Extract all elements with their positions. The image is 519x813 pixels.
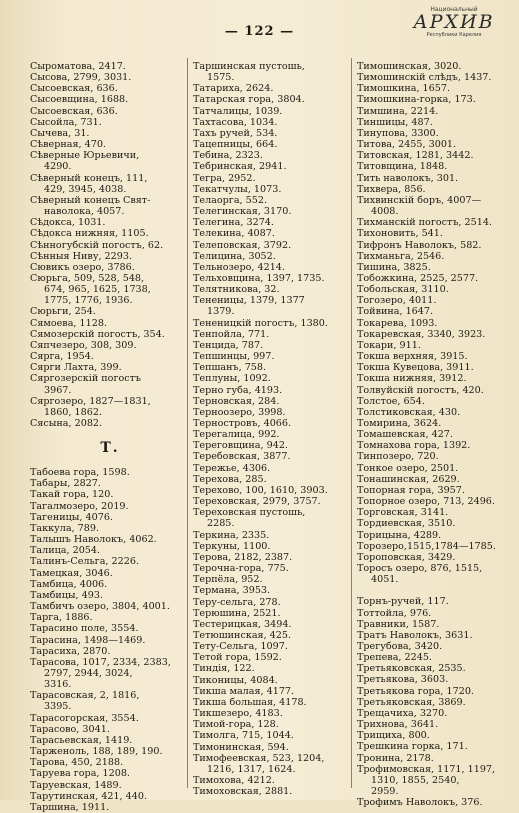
index-entry: Телеповская, 3792. (193, 239, 292, 251)
index-entry: Тимой-гора, 128. (193, 719, 279, 731)
index-entry: Топорное озеро, 713, 2496. (357, 496, 495, 508)
index-entry-continuation: 1575. (207, 72, 235, 84)
index-entry: Тонашинская, 2629. (357, 473, 460, 485)
index-entry: Тинупова, 3300. (357, 127, 439, 139)
index-entry: Сысоевщина, 1688. (30, 94, 129, 106)
index-entry: Татарская гора, 3804. (193, 94, 305, 106)
index-entry: Трещачиха, 3270. (357, 707, 448, 719)
index-entry: Трешкина горка, 171. (357, 741, 468, 753)
index-entry: Теркуны, 1100. (193, 540, 271, 552)
index-entry: Тарасиха, 2870. (30, 645, 111, 657)
index-entry: Талинъ-Сельга, 2226. (30, 556, 139, 568)
index-entry: Табоева гора, 1598. (30, 467, 130, 479)
index-entry-continuation: 2285. (207, 518, 235, 530)
index-entry: Тамецкая, 3046. (30, 567, 113, 579)
index-entry: Тагеницы, 4076. (30, 511, 113, 523)
index-entry: Трегубова, 3420. (357, 640, 443, 652)
index-entry: Третьяковская, 2535. (357, 663, 466, 675)
index-entry: Титова, 2455, 3001. (357, 139, 457, 151)
index-entry: Тарасово, 3041. (30, 723, 110, 735)
index-entry: Тепшинцы, 997. (193, 351, 275, 363)
index-entry: Тенцида, 787. (193, 339, 264, 351)
index-entry: Тикшезеро, 4183. (193, 708, 283, 720)
page-number: — 122 — (224, 24, 295, 39)
index-entry: Тимолга, 715, 1044. (193, 730, 294, 742)
index-entry: Терехова, 285. (193, 473, 267, 485)
index-entry: Сяргозерскій погостъ (30, 373, 142, 385)
index-entry: Таршина, 1911. (30, 801, 110, 813)
index-entry: Тиндія, 122. (193, 663, 255, 675)
index-entry: Терегалица, 992. (193, 429, 280, 441)
index-entry: Таруева гора, 1208. (30, 768, 130, 780)
index-entry: Третьяковская, 3869. (357, 696, 466, 708)
index-entry: Тахъ ручей, 534. (193, 127, 278, 139)
index-entry: Сярги Лахта, 399. (30, 362, 122, 374)
index-entry: Тимошинскій слѣдъ, 1437. (357, 72, 492, 84)
index-entry: Сюрьги, 254. (30, 306, 96, 318)
index-entry: Телицина, 3052. (193, 250, 276, 262)
index-entry: Торозеро,1515,1784—1785. (357, 540, 496, 552)
index-entry: Тарасовская, 2, 1816, (30, 690, 140, 702)
index-entry: Томнахова гора, 1392. (357, 440, 471, 452)
spacer (357, 585, 517, 596)
index-entry: Сысойла, 731. (30, 116, 102, 128)
index-entry: Сысова, 2799, 3031. (30, 72, 132, 84)
index-entry-continuation: 1216, 1317, 1624. (207, 763, 296, 775)
index-entry: Сѣверные Юрьевичи, (30, 150, 140, 162)
letter-heading: Т. (100, 440, 120, 457)
index-entry: Тарженоль, 188, 189, 190. (30, 746, 163, 758)
index-entry: Торицына, 4289. (357, 529, 442, 541)
archive-logo (395, 4, 513, 48)
index-entry: Тененицы, 1379, 1377 (193, 295, 305, 307)
index-entry: Терно губа, 4193. (193, 384, 283, 396)
index-entry-continuation: 2797, 2944, 3024, (44, 667, 133, 679)
index-entry: Тратъ Наволокъ, 3631. (357, 629, 473, 641)
index-entry: Тебринская, 2941. (193, 161, 287, 173)
index-entry: Торнъ-ручей, 117. (357, 596, 449, 608)
index-entry: Тихоновить, 541. (357, 228, 443, 240)
index-entry: Терехово, 100, 1610, 3903. (193, 484, 328, 496)
index-entry: Тереховская, 2979, 3757. (193, 496, 321, 508)
index-entry: Токша верхняя, 3915. (357, 351, 468, 363)
index-entry: Текатчулы, 1073. (193, 183, 282, 195)
index-entry: Тоттойла, 976. (357, 607, 432, 619)
index-entry: Теру-сельга, 278. (193, 596, 281, 608)
index-entry: Тереговщина, 942. (193, 440, 288, 452)
index-entry: Телятникова, 32. (193, 284, 280, 296)
index-entry: Татариха, 2624. (193, 83, 274, 95)
index-entry: Тамбица, 4006. (30, 578, 108, 590)
index-entry: Терпёла, 952. (193, 574, 263, 586)
index-entry: Трепева, 2245. (357, 652, 432, 664)
index-entry: Тинпозеро, 720. (357, 451, 439, 463)
logo-line-2: АРХИВ (413, 11, 495, 33)
index-entry: Томирина, 3624. (357, 418, 442, 429)
index-entry: Тагалмозеро, 2019. (30, 500, 129, 512)
index-entry: Телаорга, 552. (193, 194, 268, 206)
index-entry: Тережье, 4306. (193, 462, 271, 474)
index-entry-continuation: 4290. (44, 161, 72, 173)
index-entry: Тить наволокъ, 301. (357, 172, 459, 184)
index-entry: Таккула, 789. (30, 522, 100, 534)
index-entry: Тарасина, 1498—1469. (30, 634, 146, 646)
index-entry: Тимошинская, 3020. (357, 61, 462, 72)
index-entry: Тордиевская, 3510. (357, 518, 456, 530)
index-entry: Тонкое озеро, 2501. (357, 462, 459, 474)
index-entry-continuation: наволока, 4057. (44, 206, 125, 218)
index-entry: Тимофеевская, 523, 1204, (193, 752, 325, 764)
index-entry-continuation: 674, 965, 1625, 1738, (44, 284, 151, 296)
spacer (30, 429, 190, 440)
index-entry: Телекина, 4087. (193, 228, 275, 240)
index-entry: Сяпчезеро, 308, 309. (30, 339, 137, 351)
index-entry: Тимоховская, 2881. (193, 786, 293, 798)
index-entry: Токша нижняя, 3912. (357, 373, 467, 385)
index-entry: Сясына, 2082. (30, 418, 103, 429)
index-entry: Тамбичъ озеро, 3804, 4001. (30, 601, 170, 613)
index-entry: Третьякова, 3603. (357, 674, 449, 686)
index-entry-continuation: 1310, 1855, 2540, (371, 774, 460, 786)
index-entry: Теребовская, 3877. (193, 451, 291, 463)
index-entry: Тифронъ Наволокъ, 582. (357, 239, 482, 251)
index-entry: Тененицкій погостъ, 1380. (193, 317, 328, 329)
index-entry: Сысоевская, 636. (30, 105, 118, 117)
index-entry: Тарутинская, 421, 440. (30, 790, 148, 802)
index-entry: Терностровъ, 4066. (193, 418, 292, 429)
index-entry: Такай гора, 120. (30, 489, 114, 501)
index-entry: Тихманскій погостъ, 2514. (357, 217, 492, 229)
index-entry: Терноозеро, 3998. (193, 406, 286, 418)
index-entry: Тарасогорская, 3554. (30, 712, 139, 724)
index-entry: Сѣверный конецъ, 111, (30, 172, 148, 184)
index-entry: Тенпойла, 771. (193, 328, 270, 340)
index-entry: Тетой гора, 1592. (193, 652, 282, 664)
index-entry: Титовщина, 1848. (357, 161, 448, 173)
index-entry: Тихвера, 856. (357, 183, 426, 195)
index-entry: Тимохова, 4212. (193, 775, 275, 786)
index-entry: Тимошкина, 1657. (357, 83, 451, 95)
index-entry: Телегинская, 3170. (193, 206, 292, 218)
index-entry: Токша Кувецова, 3911. (357, 362, 474, 374)
index-entry: Сѣдокса, 1031. (30, 217, 106, 229)
index-entry: Тепшанъ, 758. (193, 362, 267, 374)
index-entry-continuation: 1379. (207, 306, 235, 318)
index-entry: Тереховская пустошь, (193, 507, 306, 519)
index-entry: Сяргозеро, 1827—1831, (30, 395, 151, 407)
index-entry: Токаревская, 3340, 3923. (357, 328, 486, 340)
index-entry: Сювикъ озеро, 3786. (30, 261, 135, 273)
index-entry: Сямоева, 1128. (30, 317, 107, 329)
index-entry: Толстиковская, 430. (357, 406, 461, 418)
index-entry: Тогозеро, 4011. (357, 295, 437, 307)
index-entry: Томашевская, 427. (357, 429, 453, 441)
index-entry: Татчалицы, 1039. (193, 105, 283, 117)
index-entry: Терова, 2182, 2387. (193, 551, 293, 563)
index-entry: Тегра, 2952. (193, 172, 256, 184)
index-entry: Сямозерскій погостъ, 354. (30, 328, 165, 340)
index-entry: Трофимовская, 1171, 1197, (357, 763, 496, 775)
index-entry: Тельнозеро, 4214. (193, 261, 285, 273)
index-entry: Трихнова, 3641. (357, 719, 439, 731)
index-entry: Тойвина, 1647. (357, 306, 434, 318)
index-entry: Тимшина, 2214. (357, 105, 439, 117)
index-entry: Таршинская пустошь, (193, 61, 305, 72)
index-entry: Тету-Сельга, 1097. (193, 641, 288, 653)
index-entry: Тимошкина-горка, 173. (357, 94, 476, 106)
index-entry-continuation: 2959. (371, 786, 399, 797)
index-entry: Сѣнногубскій погостъ, 62. (30, 239, 164, 251)
index-entry: Тамбицы, 493. (30, 589, 104, 601)
index-entry: Теркина, 2335. (193, 529, 270, 541)
index-entry: Тацепницы, 664. (193, 139, 278, 151)
index-entry: Тестерицкая, 3494. (193, 618, 292, 630)
index-entry: Сярга, 1954. (30, 351, 94, 363)
index-entry: Тетюшинская, 425. (193, 629, 292, 641)
index-entry: Тарова, 450, 2188. (30, 757, 124, 769)
index-entry-continuation: 3316. (44, 679, 72, 691)
index-entry: Токари, 911. (357, 339, 421, 351)
index-entry: Терочна-гора, 775. (193, 563, 289, 575)
index-entry: Тарасьевская, 1419. (30, 734, 133, 746)
index-entry: Тронина, 2178. (357, 752, 434, 764)
index-entry: Толстое, 654. (357, 395, 425, 407)
index-entry: Тиконицы, 4084. (193, 674, 278, 686)
index-entry: Толвуйскій погостъ, 420. (357, 384, 484, 396)
index-entry: Титовская, 1281, 3442. (357, 150, 474, 162)
logo-line-1: Национальный (430, 6, 478, 13)
index-entry: Тахтасова, 1034. (193, 116, 278, 128)
index-entry: Тарасино поле, 3554. (30, 623, 139, 635)
logo-line-3: Республики Карелия (426, 32, 482, 38)
index-entry: Третьякова гора, 1720. (357, 685, 474, 697)
index-entry-continuation: 1775, 1776, 1936. (44, 295, 133, 307)
index-entry: Сыроматова, 2417. (30, 61, 126, 72)
index-entry: Табары, 2827. (30, 478, 101, 490)
index-entry-continuation: 3967. (44, 384, 72, 396)
index-entry: Сюрьга, 509, 528, 548, (30, 272, 145, 284)
index-entry-continuation: 1860, 1862. (44, 406, 102, 418)
index-entry: Тикша большая, 4178. (193, 696, 307, 708)
index-entry: Теплуны, 1092. (193, 373, 271, 385)
index-column-3 (357, 61, 517, 808)
index-entry: Сѣнныя Ниву, 2293. (30, 250, 133, 262)
index-entry: Тимонинская, 594. (193, 741, 289, 753)
index-entry: Сѣверная, 470. (30, 139, 106, 151)
index-entry-continuation: 4051. (371, 574, 399, 586)
index-entry: Терновская, 284. (193, 395, 280, 407)
index-entry: Тихвинскій боръ, 4007— (357, 194, 482, 206)
index-entry: Сысоевская, 636. (30, 83, 118, 95)
index-entry: Талица, 2054. (30, 545, 101, 557)
index-entry-continuation: 429, 3945, 4038. (44, 183, 127, 195)
index-entry: Сѣдокса нижняя, 1105. (30, 228, 149, 240)
index-entry: Тишина, 3825. (357, 261, 431, 273)
index-entry: Торосъ озеро, 876, 1515, (357, 563, 483, 575)
index-entry: Телегина, 3274. (193, 217, 274, 229)
index-entry: Тикша малая, 4177. (193, 685, 295, 697)
index-entry: Терюшина, 2521. (193, 607, 281, 619)
index-entry: Сычева, 31. (30, 127, 90, 139)
index-entry: Тобольская, 3110. (357, 284, 449, 296)
index-entry: Тельховщина, 1397, 1735. (193, 272, 325, 284)
index-entry: Термана, 3953. (193, 585, 271, 597)
index-entry: Торговская, 3141. (357, 507, 449, 519)
index-entry: Тороповская, 3429. (357, 551, 456, 563)
index-entry: Тиншицы, 487. (357, 116, 433, 128)
index-entry: Травники, 1587. (357, 618, 440, 630)
index-entry: Сѣверный конецъ Свят- (30, 194, 151, 206)
index-entry: Таруевская, 1489. (30, 779, 122, 791)
index-column-1 (30, 61, 190, 813)
index-entry: Топорная гора, 3957. (357, 484, 465, 496)
index-entry: Тарга, 1886. (30, 612, 93, 624)
index-entry: Токарева, 1093. (357, 317, 438, 329)
index-entry: Тарасова, 1017, 2334, 2383, (30, 656, 171, 668)
index-entry-continuation: 3395. (44, 701, 72, 713)
index-entry: Трищиха, 800. (357, 730, 430, 742)
index-entry: Трофимъ Наволокъ, 376. (357, 797, 483, 809)
index-column-2 (193, 61, 353, 797)
index-entry: Тихманьга, 2546. (357, 250, 445, 262)
index-entry: Тобожкина, 2525, 2577. (357, 272, 479, 284)
spacer (30, 456, 190, 467)
index-entry: Тебина, 2323. (193, 150, 263, 162)
index-entry-continuation: 4008. (371, 206, 399, 218)
index-entry: Талышъ Наволокъ, 4062. (30, 534, 157, 546)
